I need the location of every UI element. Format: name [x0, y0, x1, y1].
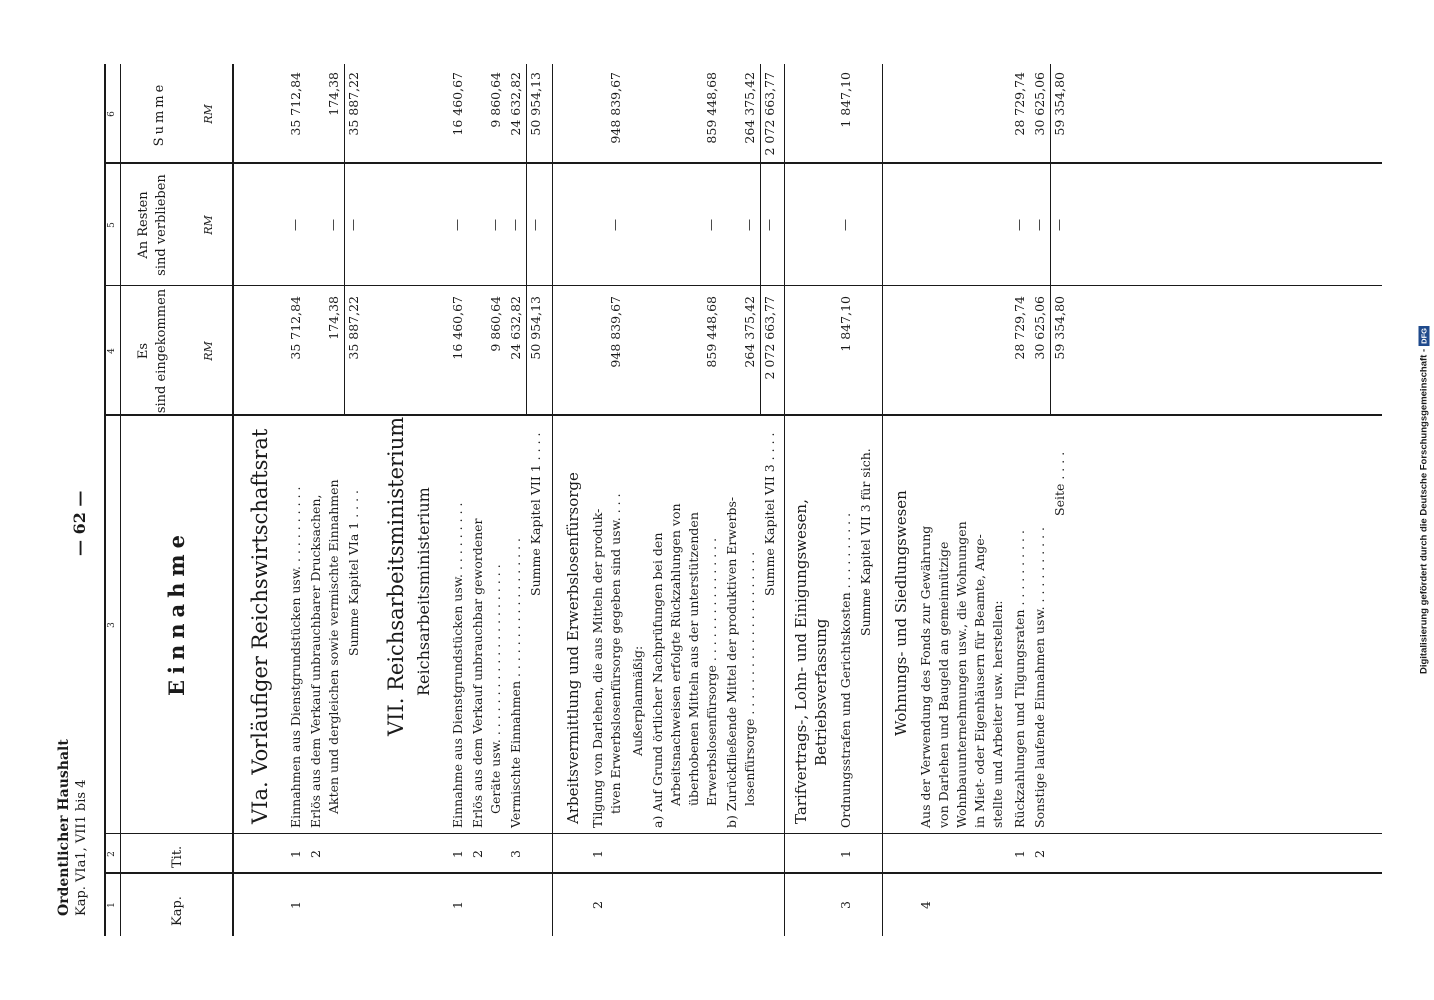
- kap-5: 4: [918, 901, 933, 909]
- tit-vii1: 1: [450, 850, 465, 858]
- wohn-text-d: in Miet- oder Eigenhäusern für Beamte, Ange-: [972, 534, 987, 828]
- header-kap: Kap.: [170, 896, 185, 926]
- header-summe: Summe: [152, 81, 167, 147]
- header-resten-unit: RM: [202, 215, 215, 235]
- wohn-2-eingekommen: 30 625,06: [1032, 296, 1047, 360]
- header-resten-1: An Resten: [136, 191, 151, 259]
- arb-b-rest: —: [742, 219, 756, 231]
- header-summe-unit: RM: [202, 104, 215, 124]
- vii-3-rest: —: [508, 219, 522, 231]
- vii-sum3-summe: 2 072 663,77: [762, 72, 777, 156]
- header-eingekommen-2: sind eingekommen: [154, 288, 169, 414]
- vi-2-eingekommen: 174,38: [326, 296, 341, 340]
- header-subtitle: Kap. VIa1, VII1 bis 4: [74, 779, 89, 916]
- arb-a-text-1: a) Auf Grund örtlicher Nachprüfungen bei den: [650, 532, 665, 828]
- wohn-text-e: stellte und Arbeiter usw. herstellen:: [990, 600, 1005, 828]
- arb-ausserplan: Außerplanmäßig:: [630, 645, 645, 756]
- vi-sum-rule: [344, 64, 345, 414]
- arb-1-eingekommen: 948 839,67: [608, 296, 623, 368]
- seite-eingekommen: 59 354,80: [1052, 296, 1067, 360]
- vii-sum1-summe: 50 954,13: [528, 72, 543, 136]
- wohn-text-a: Aus der Verwendung des Fonds zur Gewährung: [918, 525, 933, 828]
- kap2-end-rule: [784, 64, 785, 936]
- tarif-sum-text: Summe Kapitel VII 3 für sich.: [858, 448, 873, 636]
- arb-b-eingekommen: 264 375,42: [742, 296, 757, 368]
- tit-arb1: 1: [590, 850, 605, 858]
- seite-text: Seite . . . .: [1052, 451, 1067, 516]
- arb-1-text-a: Tilgung von Darlehen, die aus Mitteln der produk-: [590, 508, 605, 828]
- kap1-end-rule: [552, 64, 553, 936]
- vi-2-rest: —: [326, 219, 340, 231]
- arb-b-text-1: b) Zurückfließende Mittel der produktiven Erwerbs-: [724, 496, 739, 828]
- header-rule: [232, 64, 234, 936]
- arb-b-summe: 264 375,42: [742, 72, 757, 144]
- tit-vi2: 2: [308, 850, 323, 858]
- header-eingekommen-1: Es: [136, 342, 151, 360]
- colnum-4: 4: [107, 348, 117, 354]
- wohn-2-text: Sonstige laufende Einnahmen usw. . . . . . . . . . .: [1032, 526, 1047, 828]
- vii-3-eingekommen: 24 632,82: [508, 296, 523, 360]
- tarif-1-text: Ordnungsstrafen und Gerichtskosten . . . . . . . . . .: [838, 512, 853, 828]
- colnum-5: 5: [107, 222, 117, 228]
- header-einnahme: Einnahme: [164, 529, 189, 696]
- vii-1-rest: —: [450, 219, 464, 231]
- arb-a-text-4: Erwerbslosenfürsorge . . . . . . . . . . . . . . . .: [704, 537, 719, 806]
- page-header: [56, 76, 96, 916]
- colnum-3: 3: [107, 622, 117, 628]
- wohn-text-b: von Darlehen und Baugeld an gemeinnützige: [936, 541, 951, 828]
- wohn-2-rest: —: [1032, 219, 1046, 231]
- colnum-rule: [120, 64, 121, 936]
- section-arb-heading: Arbeitsvermittlung und Erwerbslosenfürsorge: [564, 472, 582, 824]
- wohn-text-c: Wohnbauunternehmungen usw., die Wohnungen: [954, 521, 969, 828]
- arb-1-rest: —: [608, 219, 622, 231]
- vii-sum1-eingekommen: 50 954,13: [528, 296, 543, 360]
- funding-note: [1419, 326, 1430, 674]
- arb-a-rest: —: [704, 219, 718, 231]
- vi-sum-text: Summe Kapitel VIa 1 . . . .: [346, 489, 361, 656]
- header-eingekommen-unit: RM: [202, 341, 215, 361]
- kap3-end-rule: [882, 64, 883, 936]
- vii-2-eingekommen: 9 860,64: [488, 296, 503, 352]
- tit-vii3: 3: [508, 850, 523, 858]
- vii-2-rest: —: [488, 219, 502, 231]
- page-number: — 62 —: [70, 490, 89, 556]
- vii-3-text: Vermischte Einnahmen . . . . . . . . . . . . . . . . . .: [508, 537, 523, 828]
- vi-2-summe: 174,38: [326, 72, 341, 116]
- colnum-1: 1: [107, 902, 117, 908]
- vi-2-text-a: Erlös aus dem Verkauf unbrauchbarer Drucksachen,: [308, 494, 323, 828]
- wohn-1-text: Rückzahlungen und Tilgungsraten . . . . . . . . . .: [1012, 530, 1027, 828]
- funding-note-text: Digitalisierung gefördert durch die Deutsche Forschungsgemeinschaft -: [1418, 348, 1430, 675]
- vii-sum3-rule: [760, 64, 761, 414]
- vii-sum1-text: Summe Kapitel VII 1 . . . .: [528, 432, 543, 596]
- section-wohn-heading: Wohnungs- und Siedlungswesen: [892, 490, 910, 736]
- arb-a-text-2: Arbeitsnachweisen erfolgte Rückzahlungen von: [668, 503, 683, 806]
- tarif-1-rest: —: [838, 219, 852, 231]
- arb-1-text-b: tiven Erwerbslosenfürsorge gegeben sind usw. . . .: [608, 493, 623, 814]
- vi-1-summe: 35 712,84: [288, 72, 303, 136]
- section-tarif-heading-a: Tarifvertrags-, Lohn- und Einigungswesen,: [792, 499, 810, 824]
- vii-sum3-rest: —: [762, 219, 776, 231]
- seite-summe: 59 354,80: [1052, 72, 1067, 136]
- header-tit: Tit.: [170, 845, 185, 868]
- colnum-2: 2: [107, 851, 117, 857]
- kap-4: 3: [838, 901, 853, 909]
- wohn-2-summe: 30 625,06: [1032, 72, 1047, 136]
- wohn-1-rest: —: [1012, 219, 1026, 231]
- vii-3-summe: 24 632,82: [508, 72, 523, 136]
- section-vii-heading: VII. Reichsarbeitsministerium: [384, 416, 408, 736]
- vii-sum1-rest: —: [528, 219, 542, 231]
- seite-rest: —: [1052, 219, 1066, 231]
- vii-1-text: Einnahme aus Dienstgrundstücken usw. . . . . . . . . .: [450, 502, 465, 828]
- arb-b-text-2: losenfürsorge . . . . . . . . . . . . . . . . . . . . .: [742, 551, 757, 806]
- vi-2-text-b: Akten und dergleichen sowie vermischte Einnahmen: [326, 479, 341, 814]
- wohn-1-summe: 28 729,74: [1012, 72, 1027, 136]
- vii-sum3-text: Summe Kapitel VII 3 . . . .: [762, 432, 777, 596]
- vi-sum-eingekommen: 35 887,22: [346, 296, 361, 360]
- tit-tarif1: 1: [838, 850, 853, 858]
- vii-1-summe: 16 460,67: [450, 72, 465, 136]
- tit-wohn2: 2: [1032, 850, 1047, 858]
- vi-sum-summe: 35 887,22: [346, 72, 361, 136]
- tit-vii2: 2: [470, 850, 485, 858]
- vii-2-text-b: Geräte usw. . . . . . . . . . . . . . . . . . . . . . .: [488, 564, 503, 814]
- vii-sum1-rule: [526, 64, 527, 414]
- wohn-1-eingekommen: 28 729,74: [1012, 296, 1027, 360]
- section-vi-heading: VIa. Vorläufiger Reichswirtschaftsrat: [248, 428, 272, 824]
- vii-2-summe: 9 860,64: [488, 72, 503, 128]
- tit-vi1: 1: [288, 850, 303, 858]
- rotated-page: [52, 64, 1382, 936]
- kap-2: 1: [450, 901, 465, 909]
- arb-a-summe: 859 448,68: [704, 72, 719, 144]
- vii-1-eingekommen: 16 460,67: [450, 296, 465, 360]
- seite-rule: [1050, 64, 1051, 414]
- header-title: Ordentlicher Haushalt: [56, 739, 72, 916]
- arb-a-text-3: überhobenen Mitteln aus der unterstützenden: [686, 512, 701, 806]
- arb-1-summe: 948 839,67: [608, 72, 623, 144]
- arb-a-eingekommen: 859 448,68: [704, 296, 719, 368]
- vi-sum-rest: —: [346, 219, 360, 231]
- vi-1-rest: —: [288, 219, 302, 231]
- section-vii-sub: Reichsarbeitsministerium: [414, 487, 433, 696]
- tit-wohn1: 1: [1012, 850, 1027, 858]
- kap-1: 1: [288, 901, 303, 909]
- tarif-1-eingekommen: 1 847,10: [838, 296, 853, 352]
- table-top-rule: [104, 64, 106, 936]
- colnum-6: 6: [107, 111, 117, 117]
- dfg-logo: DFG: [1419, 327, 1429, 344]
- vii-sum3-eingekommen: 2 072 663,77: [762, 296, 777, 380]
- vii-2-text-a: Erlös aus dem Verkauf unbrauchbar gewordener: [470, 518, 485, 828]
- section-tarif-heading-b: Betriebsverfassung: [812, 618, 830, 766]
- vi-1-text: Einnahmen aus Dienstgrundstücken usw. . . . . . . . . . .: [288, 486, 303, 828]
- header-resten-2: sind verblieben: [154, 174, 169, 276]
- kap-3: 2: [590, 901, 605, 909]
- vi-1-eingekommen: 35 712,84: [288, 296, 303, 360]
- tarif-1-summe: 1 847,10: [838, 72, 853, 128]
